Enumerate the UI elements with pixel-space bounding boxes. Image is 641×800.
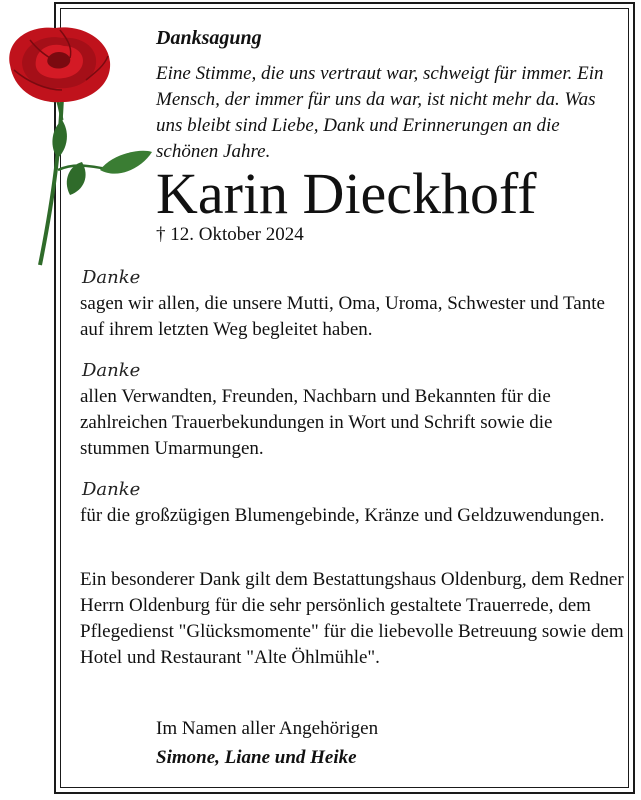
danke-script-text: Danke [82, 360, 141, 381]
intro-poem: Eine Stimme, die uns vertraut war, schweigt für immer. Ein Mensch, der immer für uns da war, ist nicht mehr da. Was uns bleibt sind Liebe, Dank und Erinnerungen an die schönen Jahre. [156, 63, 604, 162]
danke-script-2 [80, 359, 180, 381]
deceased-name: Karin Dieckhoff [156, 161, 537, 226]
danke-script-text: Danke [82, 479, 141, 500]
danke-script-1 [80, 266, 180, 288]
signer-names: Simone, Liane und Heike [156, 747, 357, 768]
special-thanks-paragraph: Ein besonderer Dank gilt dem Bestattungshaus Oldenburg, dem Redner Herrn Oldenburg für die sehr persönlich gestaltete Trauerrede, dem Pflegedienst "Glücksmomente" für die liebevolle Betreuung sowie dem Hotel und Restaurant "Alte Öhlmühle". [80, 569, 624, 668]
thanks-paragraph-2: allen Verwandten, Freunden, Nachbarn und Bekannten für die zahlreichen Trauerbekundungen in Wort und Schrift sowie die stummen Umarmungen. [80, 386, 553, 459]
danke-script-text: Danke [82, 267, 141, 288]
rose-icon [0, 20, 160, 270]
death-date: † 12. Oktober 2024 [156, 224, 304, 245]
thanks-paragraph-1: sagen wir allen, die unsere Mutti, Oma, Uroma, Schwester und Tante auf ihrem letzten Weg begleitet haben. [80, 293, 605, 340]
thanks-paragraph-3: für die großzügigen Blumengebinde, Kränze und Geldzuwendungen. [80, 505, 605, 526]
danke-script-3 [80, 478, 180, 500]
notice-heading: Danksagung [156, 27, 262, 49]
signoff-line: Im Namen aller Angehörigen [156, 718, 379, 739]
